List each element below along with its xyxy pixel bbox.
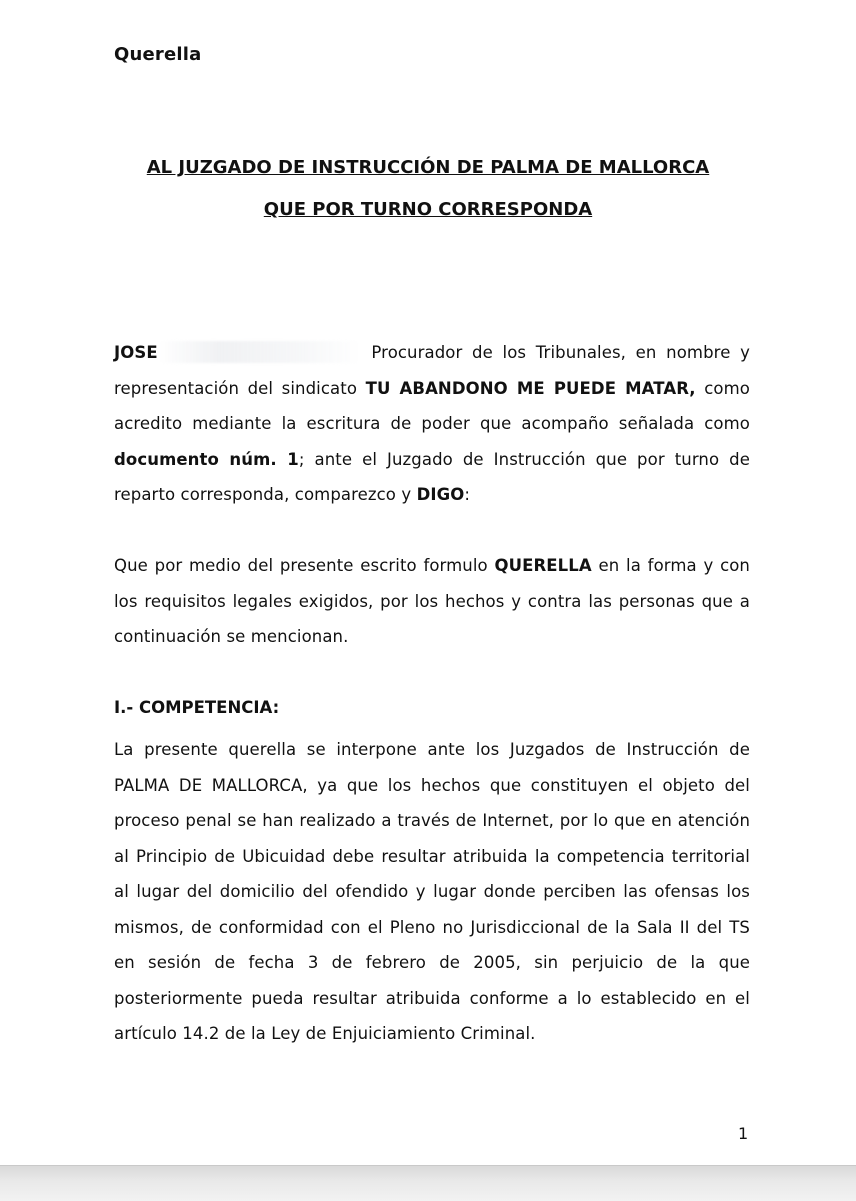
competencia-paragraph: La presente querella se interpone ante los Juzgados de Instrucción de PALMA DE MALLORCA, ya que los hechos que constituyen el objeto del proceso penal se han realizado a través de Internet, por lo que en atención al Principio de Ubicuidad debe resultar atribuida la competencia territorial al lugar del domicilio del ofendido y lugar donde perciben las ofensas los mismos, de conformidad con el Pleno no Jurisdiccional de la Sala II del TS en sesión de fecha 3 de febrero de 2005, sin perjuicio de la que posteriormente pueda resultar atribuida conforme a lo establecido en el artículo 14.2 de la Ley de Enjuiciamiento Criminal. bbox=[114, 740, 750, 1043]
digo-keyword: DIGO bbox=[416, 485, 465, 504]
court-heading-line-2: QUE POR TURNO CORRESPONDA bbox=[263, 199, 593, 220]
intro-text-d: : bbox=[464, 485, 471, 504]
intro-paragraph bbox=[114, 335, 750, 513]
competencia-heading: I.- COMPETENCIA: bbox=[114, 698, 280, 717]
attorney-first-name: JOSE bbox=[114, 343, 158, 362]
querella-keyword: QUERELLA bbox=[494, 556, 592, 575]
page-bottom-edge bbox=[0, 1165, 856, 1201]
page-number: 1 bbox=[738, 1124, 749, 1143]
complaint-paragraph bbox=[114, 548, 750, 655]
intro-text-a: Procurador de los Tribunales, en nombre y representación del sindicato bbox=[114, 343, 750, 398]
redacted-surname bbox=[158, 341, 362, 363]
intro-text-b: como acredito mediante la escritura de poder que acompaño señalada como bbox=[114, 378, 750, 433]
document-reference: documento núm. 1 bbox=[114, 449, 299, 469]
union-name: TU ABANDONO ME PUEDE MATAR, bbox=[365, 378, 696, 398]
document-header-title: Querella bbox=[114, 44, 202, 65]
complaint-text-a: Que por medio del presente escrito formulo bbox=[114, 556, 495, 575]
intro-text-c: ; ante el Juzgado de Instrucción que por turno de reparto corresponda, comparezco y bbox=[114, 449, 750, 504]
complaint-text-b: en la forma y con los requisitos legales exigidos, por los hechos y contra las personas que a continuación se mencionan. bbox=[114, 556, 750, 646]
court-heading-line-1: AL JUZGADO DE INSTRUCCIÓN DE PALMA DE MALLORCA bbox=[146, 157, 710, 178]
